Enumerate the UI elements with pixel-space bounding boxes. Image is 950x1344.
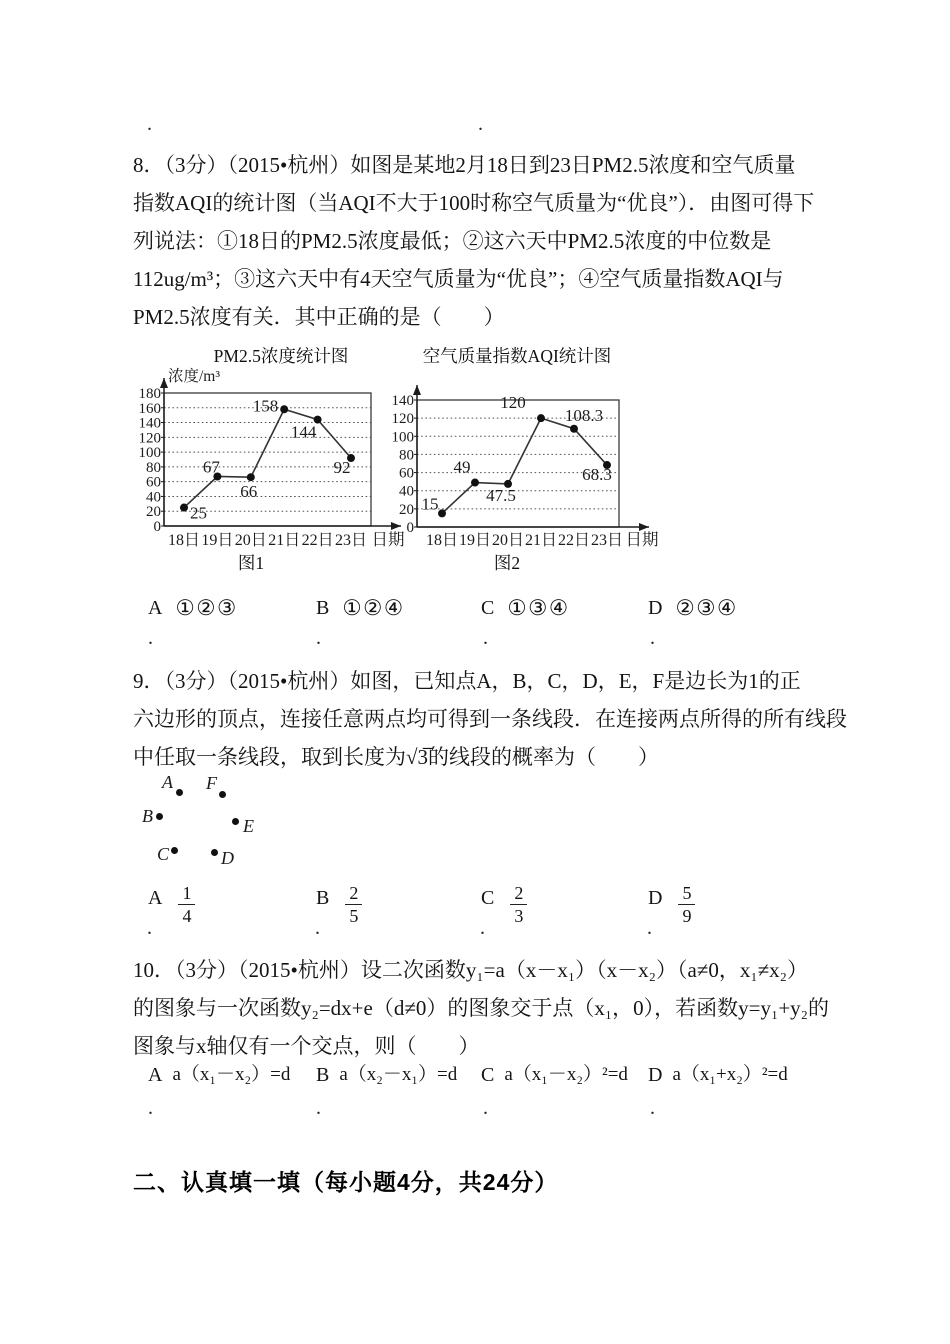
stray-dot: .	[316, 1097, 321, 1119]
y-tick-label: 120	[391, 411, 414, 428]
option-value: ①②④	[342, 596, 405, 620]
chart-caption: 图2	[493, 553, 521, 573]
option-expression: a（x₁+x₂）²=d	[672, 1064, 788, 1085]
x-axis-label: 日期	[371, 530, 405, 549]
data-point-label: 15	[421, 494, 439, 514]
chart-title: 空气质量指数AQI统计图	[422, 346, 612, 366]
option-letter: C	[481, 597, 495, 619]
q9-option-b	[316, 883, 362, 926]
option-value: ②③④	[675, 596, 738, 620]
data-point-label: 108.3	[564, 405, 604, 425]
pm25-line-chart	[135, 338, 415, 588]
option-letter: D	[648, 887, 663, 909]
x-tick-label: 22日	[557, 532, 591, 549]
q9-option-c	[481, 883, 527, 926]
y-tick-label: 0	[153, 519, 161, 535]
data-point	[280, 405, 288, 413]
data-point	[537, 414, 545, 422]
q10-option-a	[148, 1063, 290, 1087]
option-value: ①②③	[175, 596, 238, 620]
x-tick-label: 19日	[458, 532, 492, 549]
stray-dot: .	[148, 1097, 153, 1119]
q8-line-5: PM2.5浓度有关．其中正确的是（ ）	[133, 305, 505, 329]
y-tick-label: 140	[391, 393, 414, 409]
x-tick-label: 23日	[334, 532, 368, 549]
stray-dot: .	[147, 917, 152, 939]
y-tick-label: 80	[146, 459, 161, 476]
y-tick-label: 20	[399, 501, 414, 518]
option-value: ①③④	[507, 596, 570, 620]
vertex-label-e: E	[243, 816, 254, 836]
fraction-numerator: 2	[510, 884, 527, 905]
data-point-label: 120	[500, 393, 526, 413]
x-tick-label: 21日	[524, 532, 558, 549]
q8-line-3: 列说法：①18日的PM2.5浓度最低；②这六天中PM2.5浓度的中位数是	[133, 229, 772, 253]
stray-dot: .	[647, 917, 652, 939]
stray-dot: .	[480, 917, 485, 939]
option-letter: D	[648, 1064, 663, 1086]
fraction	[678, 884, 695, 926]
fraction	[178, 884, 195, 926]
data-point-label: 49	[453, 457, 471, 477]
data-point-label: 92	[333, 458, 351, 478]
x-tick-label: 18日	[425, 532, 459, 549]
y-tick-label: 0	[406, 520, 414, 536]
q9-line-2: 六边形的顶点，连接任意两点均可得到一条线段．在连接两点所得的所有线段	[133, 707, 847, 731]
q10-option-d	[648, 1063, 788, 1087]
x-tick-label: 21日	[268, 532, 301, 549]
x-tick-label: 20日	[234, 532, 267, 549]
fraction-numerator: 2	[345, 884, 362, 905]
stray-dot: .	[478, 113, 483, 135]
data-point-label: 66	[240, 482, 258, 502]
vertex-dot-b	[156, 813, 163, 820]
data-point-label: 67	[202, 457, 220, 477]
option-letter: B	[316, 887, 330, 909]
x-tick-label: 18日	[167, 532, 201, 549]
option-letter: B	[316, 1064, 330, 1086]
option-letter: A	[148, 887, 163, 909]
option-letter: B	[316, 597, 330, 619]
q9-option-a	[148, 883, 195, 926]
y-axis-arrow	[413, 385, 421, 395]
y-tick-label: 180	[138, 386, 161, 402]
data-point	[247, 473, 255, 481]
y-axis-label: 浓度/m³	[168, 368, 221, 385]
y-tick-label: 20	[146, 504, 161, 521]
stray-dot: .	[148, 627, 153, 649]
q8-line-4: 112ug/m³；③这六天中有4天空气质量为“优良”；④空气质量指数AQI与	[133, 267, 784, 291]
y-tick-label: 120	[138, 430, 161, 447]
y-tick-label: 100	[391, 429, 414, 446]
fraction-numerator: 1	[178, 884, 195, 905]
q8-line-2: 指数AQI的统计图（当AQI不大于100时称空气质量为“优良”）．由图可得下	[133, 191, 815, 215]
q8-option-b	[316, 596, 405, 620]
data-point-label: 47.5	[486, 485, 516, 505]
fraction-numerator: 5	[678, 884, 695, 905]
q9-option-d	[648, 883, 695, 926]
y-axis-arrow	[160, 378, 168, 388]
vertex-dot-a	[176, 789, 183, 796]
q8-line-1: 8．（3分）（2015•杭州）如图是某地2月18日到23日PM2.5浓度和空气质量	[133, 153, 796, 177]
x-tick-label: 22日	[301, 532, 334, 549]
x-tick-label: 23日	[590, 532, 624, 549]
y-tick-label: 100	[138, 445, 161, 462]
fraction	[510, 884, 527, 926]
stray-dot: .	[650, 627, 655, 649]
chart-title: PM2.5浓度统计图	[213, 346, 349, 366]
data-point	[570, 425, 578, 433]
q9-line-3: 中任取一条线段，取到长度为√3̅的线段的概率为（ ）	[133, 745, 660, 769]
vertex-label-a: A	[162, 772, 173, 792]
y-tick-label: 80	[399, 447, 414, 464]
q8-option-a	[148, 596, 238, 620]
stray-dot: .	[650, 1097, 655, 1119]
option-letter: C	[481, 887, 495, 909]
vertex-label-b: B	[142, 806, 153, 826]
vertex-label-d: D	[221, 848, 234, 868]
q8-option-d	[648, 596, 738, 620]
stray-dot: .	[316, 627, 321, 649]
option-expression: a（x₁－x₂）=d	[172, 1064, 291, 1085]
fraction-denominator: 5	[349, 906, 359, 926]
y-tick-label: 160	[138, 400, 161, 417]
stray-dot: .	[315, 917, 320, 939]
data-point	[180, 504, 188, 512]
option-letter: A	[148, 597, 163, 619]
stray-dot: .	[483, 1097, 488, 1119]
chart-caption: 图1	[237, 553, 265, 573]
y-tick-label: 140	[138, 415, 161, 432]
aqi-line-chart	[390, 338, 670, 588]
q10-line-2: 的图象与一次函数y₂=dx+e（d≠0）的图象交于点（x₁，0），若函数y=y₁+y₂的	[133, 996, 830, 1020]
y-tick-label: 40	[146, 489, 161, 506]
q8-option-c	[481, 596, 570, 620]
q10-option-b	[316, 1063, 457, 1087]
option-letter: D	[648, 597, 663, 619]
fraction-denominator: 4	[182, 906, 192, 926]
q10-line-3: 图象与x轴仅有一个交点，则（ ）	[133, 1034, 480, 1058]
vertex-label-f: F	[206, 773, 217, 793]
vertex-label-c: C	[157, 844, 170, 864]
hexagon-figure	[130, 765, 280, 877]
option-letter: C	[481, 1064, 495, 1086]
vertex-dot-f	[219, 791, 226, 798]
stray-dot: .	[147, 113, 152, 135]
x-tick-label: 19日	[201, 532, 234, 549]
y-tick-label: 40	[399, 483, 414, 500]
fraction	[345, 884, 362, 926]
data-point-label: 158	[252, 396, 279, 416]
vertex-dot-e	[232, 818, 239, 825]
option-expression: a（x₂－x₁）=d	[339, 1064, 458, 1085]
q9-line-1: 9．（3分）（2015•杭州）如图，已知点A，B，C，D，E，F是边长为1的正	[133, 669, 801, 693]
q10-option-c	[481, 1063, 628, 1087]
vertex-dot-c	[171, 847, 178, 854]
option-expression: a（x₁－x₂）²=d	[504, 1064, 628, 1085]
fraction-denominator: 3	[514, 906, 524, 926]
data-point	[438, 509, 446, 517]
section-2-heading: 二、认真填一填（每小题4分，共24分）	[133, 1169, 559, 1195]
y-tick-label: 60	[146, 474, 161, 491]
data-point-label: 144	[290, 422, 317, 442]
data-point-label: 25	[190, 503, 207, 523]
vertex-dot-d	[211, 849, 218, 856]
option-letter: A	[148, 1064, 163, 1086]
x-tick-label: 20日	[491, 532, 525, 549]
y-tick-label: 60	[399, 465, 414, 482]
fraction-denominator: 9	[682, 906, 692, 926]
data-point-label: 68.3	[582, 465, 612, 485]
x-axis-label: 日期	[625, 530, 659, 549]
stray-dot: .	[483, 627, 488, 649]
q10-line-1: 10．（3分）（2015•杭州）设二次函数y₁=a（x－x₁）（x－x₂）（a≠0，x₁≠x₂）	[133, 958, 808, 982]
data-point	[471, 479, 479, 487]
